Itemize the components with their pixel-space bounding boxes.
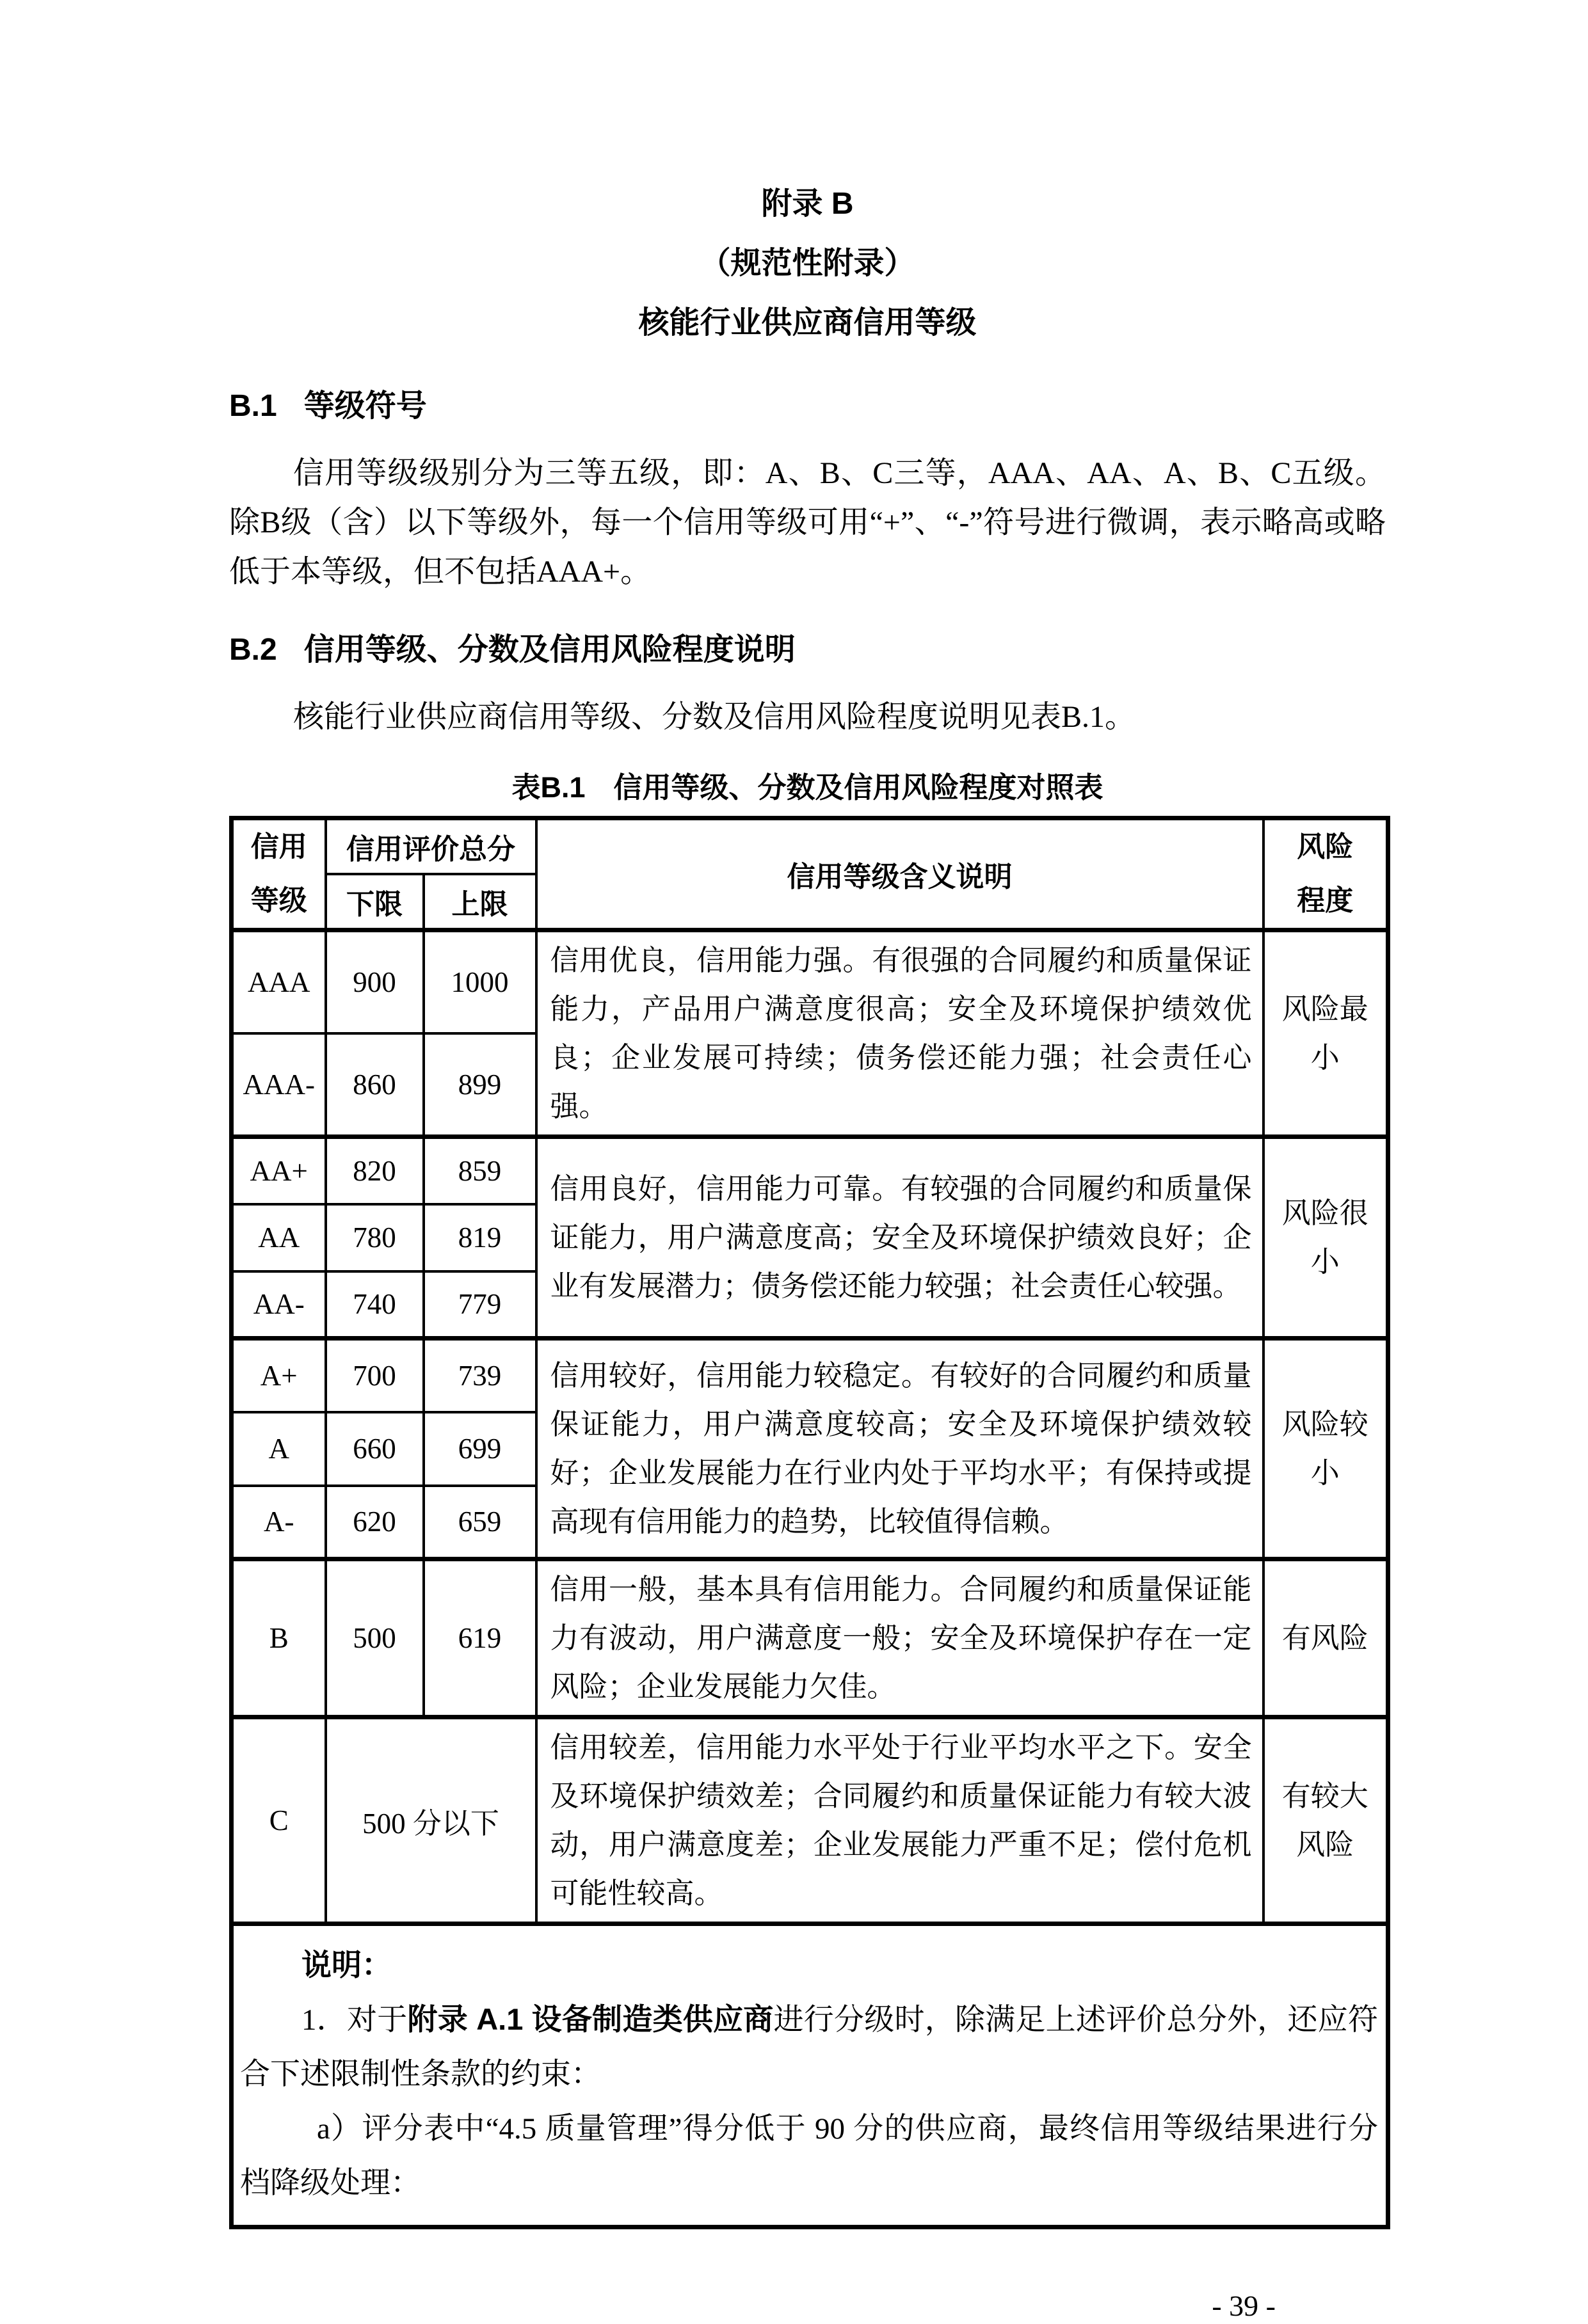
note-label: 说明：	[301, 1948, 392, 1982]
lower-cell: 900	[326, 930, 424, 1034]
grade-cell: AA	[232, 1204, 326, 1271]
grade-cell: C	[232, 1717, 326, 1924]
section-title-b2: 信用等级、分数及信用风险程度说明	[303, 633, 796, 667]
header-meaning: 信用等级含义说明	[536, 818, 1263, 930]
note-item-1-rest: 进行分级时，除满足上述评价总分外，还应符合下述限制性条款的约束：	[240, 2003, 1379, 2091]
score-cell-c: 500 分以下	[326, 1717, 536, 1924]
table-note-row	[232, 1924, 1388, 2227]
risk-cell-b-group: 有风险	[1263, 1559, 1388, 1717]
grade-cell: A+	[232, 1339, 326, 1412]
header-risk-level	[1263, 818, 1388, 930]
lower-cell: 620	[326, 1486, 424, 1559]
upper-cell: 899	[424, 1033, 536, 1137]
table-header-row-1	[232, 818, 1388, 875]
header-risk-line1: 风险	[1297, 831, 1354, 863]
lower-cell: 820	[326, 1137, 424, 1204]
header-risk-line2: 程度	[1297, 885, 1354, 916]
note-item-1	[240, 1992, 1378, 2102]
table-note-cell	[232, 1924, 1388, 2227]
table-row-aa-plus	[232, 1137, 1388, 1204]
table-row-a-plus	[232, 1339, 1388, 1412]
header-upper-limit: 上限	[424, 874, 536, 930]
risk-cell-aa-group: 风险很小	[1263, 1137, 1388, 1339]
description-cell-a-group: 信用较好，信用能力较稳定。有较好的合同履约和质量保证能力，用户满意度较高；安全及环境保护绩效较好；企业发展能力在行业内处于平均水平；有保持或提高现有信用能力的趋势，比较值得信赖。	[536, 1339, 1263, 1559]
header-credit-rating-line1: 信用	[250, 831, 307, 863]
risk-cell-a-group: 风险较小	[1263, 1339, 1388, 1559]
table-caption-text: 信用等级、分数及信用风险程度对照表	[613, 771, 1103, 804]
section-heading-b2	[229, 631, 1386, 669]
lower-cell: 500	[326, 1559, 424, 1717]
table-caption-label: 表B.1	[511, 771, 586, 804]
note-item-2: a）评分表中“4.5 质量管理”得分低于 90 分的供应商，最终信用等级结果进行分档降级处理：	[240, 2112, 1378, 2200]
upper-cell: 779	[424, 1271, 536, 1339]
upper-cell: 819	[424, 1204, 536, 1271]
upper-cell: 739	[424, 1339, 536, 1412]
upper-cell: 619	[424, 1559, 536, 1717]
section-b1-paragraph: 信用等级级别分为三等五级，即：A、B、C三等，AAA、AA、A、B、C五级。除B级（含）以下等级外，每一个信用等级可用“+”、“-”符号进行微调，表示略高或略低于本等级，但不包括AAA+。	[229, 456, 1386, 589]
description-cell-c-group: 信用较差，信用能力水平处于行业平均水平之下。安全及环境保护绩效差；合同履约和质量保证能力有较大波动，用户满意度差；企业发展能力严重不足；偿付危机可能性较高。	[536, 1717, 1263, 1924]
appendix-title-block	[229, 174, 1386, 353]
header-lower-limit: 下限	[326, 874, 424, 930]
upper-cell: 859	[424, 1137, 536, 1204]
table-row-c	[232, 1717, 1388, 1924]
grade-cell: A-	[232, 1486, 326, 1559]
upper-cell: 659	[424, 1486, 536, 1559]
table-caption	[229, 771, 1386, 804]
note-item-1-prefix: 1．对于	[301, 2003, 408, 2037]
lower-cell: 660	[326, 1412, 424, 1486]
lower-cell: 740	[326, 1271, 424, 1339]
appendix-title-line2: （规范性附录）	[700, 246, 915, 280]
section-title-b1: 等级符号	[303, 389, 427, 423]
lower-cell: 780	[326, 1204, 424, 1271]
note-item-1-bold: 附录 A.1 设备制造类供应商	[407, 2002, 774, 2036]
grade-cell: AA-	[232, 1271, 326, 1339]
section-number-b1: B.1	[229, 389, 277, 423]
upper-cell: 1000	[424, 930, 536, 1034]
grade-cell: AAA-	[232, 1033, 326, 1137]
section-heading-b1	[229, 387, 1386, 426]
header-credit-rating	[232, 818, 326, 930]
section-number-b2: B.2	[229, 633, 277, 667]
table-row-b	[232, 1559, 1388, 1717]
description-cell-aa-group: 信用良好，信用能力可靠。有较强的合同履约和质量保证能力，用户满意度高；安全及环境保护绩效良好；企业有发展潜力；债务偿还能力较强；社会责任心较强。	[536, 1137, 1263, 1339]
risk-cell-c-group: 有较大风险	[1263, 1717, 1388, 1924]
lower-cell: 860	[326, 1033, 424, 1137]
upper-cell: 699	[424, 1412, 536, 1486]
description-cell-aaa-group: 信用优良，信用能力强。有很强的合同履约和质量保证能力，产品用户满意度很高；安全及环境保护绩效优良；企业发展可持续；债务偿还能力强；社会责任心强。	[536, 930, 1263, 1137]
appendix-title-line1: 附录 B	[761, 187, 854, 221]
description-cell-b-group: 信用一般，基本具有信用能力。合同履约和质量保证能力有波动，用户满意度一般；安全及环境保护存在一定风险；企业发展能力欠佳。	[536, 1559, 1263, 1717]
header-credit-rating-line2: 等级	[250, 885, 307, 916]
grade-cell: B	[232, 1559, 326, 1717]
grade-cell: AA+	[232, 1137, 326, 1204]
table-row-aaa	[232, 930, 1388, 1034]
page-number: - 39 -	[1212, 2289, 1276, 2322]
appendix-title-line3: 核能行业供应商信用等级	[638, 306, 977, 340]
section-b2-paragraph: 核能行业供应商信用等级、分数及信用风险程度说明见表B.1。	[293, 700, 1136, 734]
credit-rating-table	[229, 816, 1390, 2229]
risk-cell-aaa-group: 风险最小	[1263, 930, 1388, 1137]
lower-cell: 700	[326, 1339, 424, 1412]
header-score-total: 信用评价总分	[326, 818, 536, 875]
grade-cell: A	[232, 1412, 326, 1486]
grade-cell: AAA	[232, 930, 326, 1034]
